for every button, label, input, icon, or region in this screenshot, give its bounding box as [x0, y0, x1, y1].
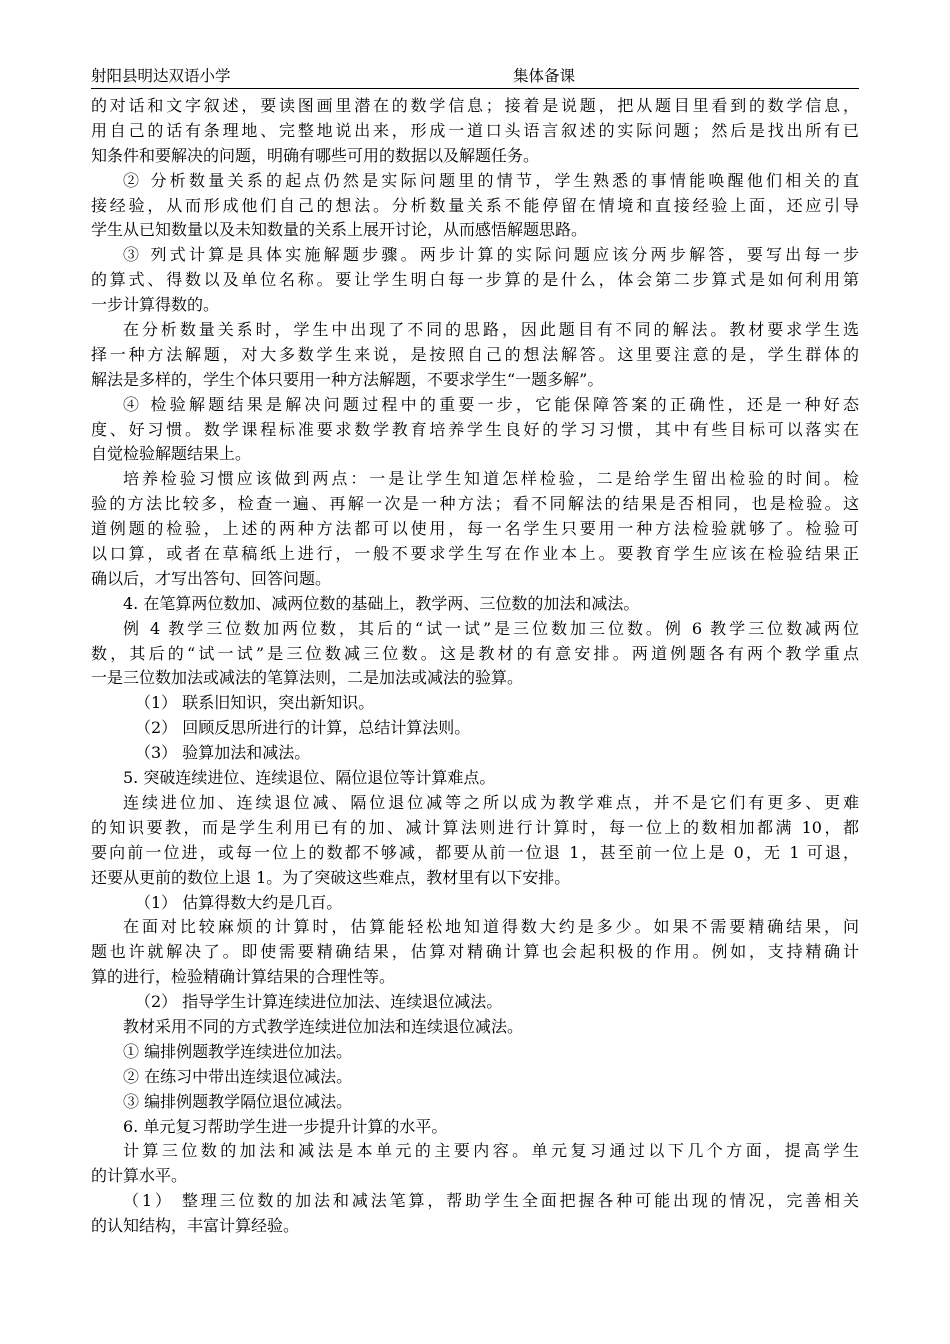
- text-line: （1） 联系旧知识，突出新知识。: [135, 693, 375, 713]
- text-line: 的对话和文字叙述，要读图画里潜在的数学信息；接着是说题，把从题目里看到的数学信息，: [91, 96, 859, 115]
- text-line: 验的方法比较多，检查一遍、再解一次是一种方法；看不同解法的结果是否相同，也是检验。这: [91, 494, 859, 514]
- text-line: ② 分析数量关系的起点仍然是实际问题里的情节，学生熟悉的事情能唤醒他们相关的直: [123, 170, 859, 190]
- text-line: （1） 整理三位数的加法和减法笔算，帮助学生全面把握各种可能出现的情况，完善相关: [123, 1191, 859, 1211]
- text-line: 度、好习惯。数学课程标准要求数学教育培养学生良好的学习习惯，其中有些目标可以落实在: [91, 419, 859, 439]
- text-line: 自觉检验解题结果上。: [91, 444, 252, 464]
- text-line: 教材采用不同的方式教学连续进位加法和连续退位减法。: [123, 1016, 524, 1036]
- text-line: 学生从已知数量以及未知数量的关系上展开讨论，从而感悟解题思路。: [91, 220, 588, 240]
- text-line: 一步计算得数的。: [91, 295, 220, 315]
- text-line: （3） 验算加法和减法。: [135, 743, 311, 763]
- text-line: 解法是多样的，学生个体只要用一种方法解题，不要求学生“一题多解”。: [91, 369, 604, 389]
- text-line: 接经验，从而形成他们自己的想法。分析数量关系不能停留在情境和直接经验上面，还应引导: [91, 195, 859, 215]
- text-line: 在面对比较麻烦的计算时，估算能轻松地知道得数大约是多少。如果不需要精确结果，问: [123, 917, 859, 937]
- text-line: 确以后，才写出答句、回答问题。: [91, 568, 332, 588]
- header-divider: [91, 88, 859, 89]
- text-line: 的认知结构，丰富计算经验。: [91, 1216, 300, 1236]
- text-line: 的算式、得数以及单位名称。要让学生明白每一步算的是什么，体会第二步算式是如何利用第: [91, 270, 859, 290]
- text-line: ② 在练习中带出连续退位减法。: [123, 1066, 353, 1086]
- text-line: 知条件和要解决的问题，明确有哪些可用的数据以及解题任务。: [91, 145, 540, 165]
- text-line: 道例题的检验，上述的两种方法都可以使用，每一名学生只要用一种方法检验就够了。检验可: [91, 519, 859, 539]
- text-line: 还要从更前的数位上退 1。为了突破这些难点，教材里有以下安排。: [91, 867, 571, 887]
- text-line: 要向前一位进，或每一位上的数都不够减，都要从前一位退 1，甚至前一位上是 0，无 1 可退，: [91, 842, 859, 862]
- text-line: 一是三位数加法或减法的笔算法则，二是加法或减法的验算。: [91, 668, 524, 688]
- text-line: （2） 回顾反思所进行的计算，总结计算法则。: [135, 718, 471, 738]
- text-line: 计算三位数的加法和减法是本单元的主要内容。单元复习通过以下几个方面，提高学生: [123, 1141, 859, 1161]
- header-school-name: 射阳县明达双语小学: [91, 67, 231, 85]
- text-line: 例 4 教学三位数加两位数，其后的“试一试”是三位数加三位数。例 6 教学三位数减两位: [123, 618, 859, 638]
- text-line: （1） 估算得数大约是几百。: [135, 892, 343, 912]
- text-line: 用自己的话有条理地、完整地说出来，形成一道口头语言叙述的实际问题；然后是找出所有已: [91, 120, 859, 140]
- text-line: 连续进位加、连续退位减、隔位退位减等之所以成为教学难点，并不是它们有更多、更难: [123, 792, 859, 812]
- text-line: 择一种方法解题，对大多数学生来说，是按照自己的想法解答。这里要注意的是，学生群体的: [91, 344, 859, 364]
- text-line: 算的进行，检验精确计算结果的合理性等。: [91, 967, 396, 987]
- text-line: 以口算，或者在草稿纸上进行，一般不要求学生写在作业本上。要教育学生应该在检验结果正: [91, 544, 859, 564]
- page-header: [91, 64, 859, 88]
- text-line: ③ 列式计算是具体实施解题步骤。两步计算的实际问题应该分两步解答，要写出每一步: [123, 245, 859, 265]
- text-line: 在分析数量关系时，学生中出现了不同的思路，因此题目有不同的解法。教材要求学生选: [123, 320, 859, 340]
- document-body: [91, 94, 859, 1239]
- text-line: ③ 编排例题教学隔位退位减法。: [123, 1091, 353, 1111]
- text-line: 题也许就解决了。即使需要精确结果，估算对精确计算也会起积极的作用。例如，支持精确计: [91, 942, 859, 962]
- text-line: 培养检验习惯应该做到两点：一是让学生知道怎样检验，二是给学生留出检验的时间。检: [123, 469, 859, 489]
- header-title: 集体备课: [513, 67, 576, 85]
- text-line: ④ 检验解题结果是解决问题过程中的重要一步，它能保障答案的正确性，还是一种好态: [123, 394, 859, 414]
- text-line: （2） 指导学生计算连续进位加法、连续退位减法。: [135, 992, 503, 1012]
- text-line: 5. 突破连续进位、连续退位、隔位退位等计算难点。: [123, 768, 496, 788]
- text-line: ① 编排例题教学连续进位加法。: [123, 1041, 353, 1061]
- text-line: 的计算水平。: [91, 1166, 188, 1186]
- text-line: 4. 在笔算两位数加、减两位数的基础上，教学两、三位数的加法和减法。: [123, 593, 640, 613]
- text-line: 的知识要教，而是学生利用已有的加、减计算法则进行计算时，每一位上的数相加都满 10，都: [91, 817, 859, 837]
- text-line: 数，其后的“试一试”是三位数减三位数。这是教材的有意安排。两道例题各有两个教学重点: [91, 643, 859, 663]
- text-line: 6. 单元复习帮助学生进一步提升计算的水平。: [123, 1116, 448, 1136]
